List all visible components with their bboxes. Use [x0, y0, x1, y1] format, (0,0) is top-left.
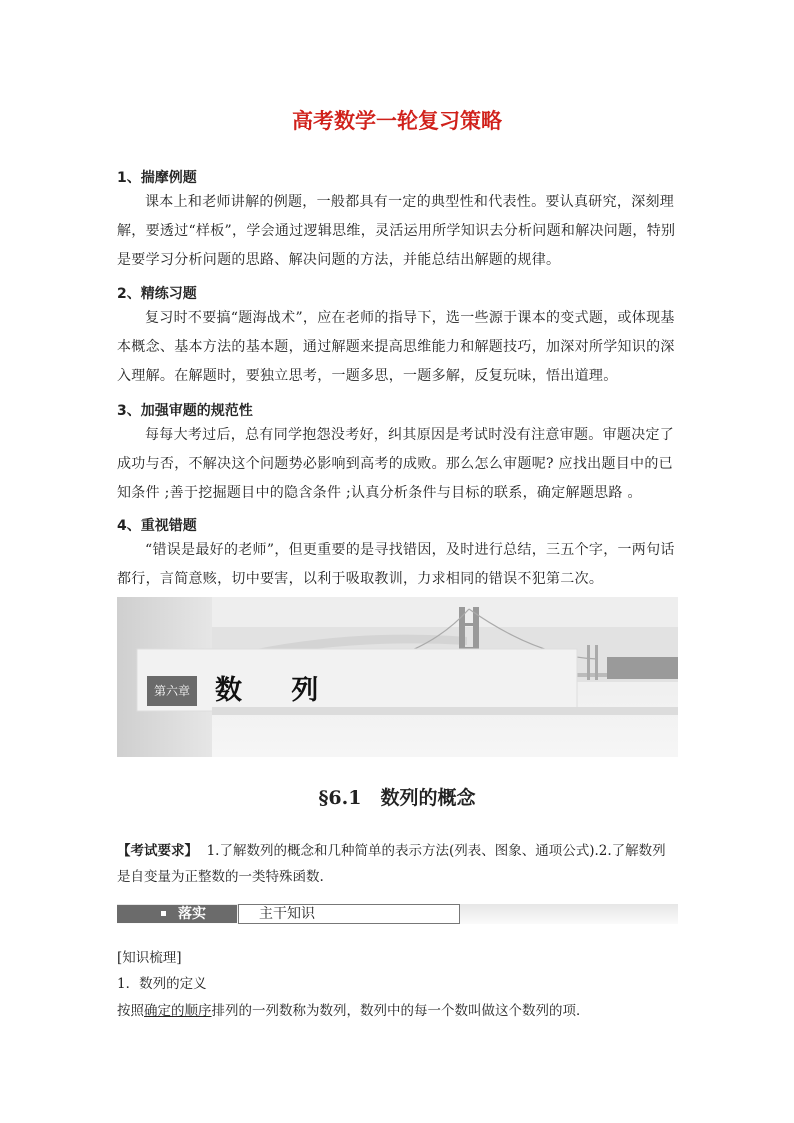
knowledge-tag: [知识梳理]	[117, 950, 182, 966]
page-title: 高考数学一轮复习策略	[292, 109, 502, 133]
chapter-banner	[117, 597, 678, 757]
section-text-1: 课本上和老师讲解的例题，一般都具有一定的典型性和代表性。要认真研究，深刻理解，要透过“样板”，学会通过逻辑思维，灵活运用所学知识去分析问题和解决问题，特别是要学习分析问题的思路、解决问题的方法，并能总结出解题的规律。	[117, 194, 676, 268]
exam-requirements-tag: 【考试要求】	[117, 843, 198, 859]
definition-text: 按照确定的顺序排列的一列数称为数列，数列中的每一个数叫做这个数列的项．	[117, 1003, 590, 1019]
section-text-4: “错误是最好的老师”，但更重要的是寻找错因，及时进行总结，三五个字，一两句话都行，言简意赅，切中要害，以利于吸取教训，力求相同的错误不犯第二次。	[117, 542, 675, 587]
exam-requirements-text: 1.了解数列的概念和几种简单的表示方法(列表、图象、通项公式).2.了解数列是自变量为正整数的一类特殊函数.	[117, 843, 666, 885]
section-heading-3: 3、加强审题的规范性	[117, 403, 253, 419]
section-title: §6.1 数列的概念	[318, 787, 476, 809]
section-heading-1: 1、揣摩例题	[117, 170, 197, 186]
knowledge-item-1: 1．数列的定义	[117, 976, 207, 992]
bar-light-label: 主干知识	[238, 904, 460, 924]
exam-requirements	[117, 838, 679, 890]
square-bullet-icon	[161, 911, 166, 916]
section-text-2: 复习时不要搞“题海战术”，应在老师的指导下，选一些源于课本的变式题，或体现基本概念、基本方法的基本题，通过解题来提高思维能力和解题技巧，加深对所学知识的深入理解。在解题时，要独立思考，一题多思，一题多解，反复玩味，悟出道理。	[117, 310, 675, 384]
section-heading-4: 4、重视错题	[117, 518, 197, 534]
chapter-tag: 第六章	[147, 676, 197, 706]
section-heading-2: 2、精练习题	[117, 286, 197, 302]
section-text-3: 每每大考过后，总有同学抱怨没考好，纠其原因是考试时没有注意审题。审题决定了成功与否，不解决这个问题势必影响到高考的成败。那么怎么审题呢? 应找出题目中的已知条件 ;善于挖掘题目中的隐含条件 ;认真分析条件与目标的联系，确定解题思路 。	[117, 427, 675, 501]
bar-dark-label: 落实	[117, 905, 237, 923]
bridge-illustration	[117, 597, 678, 757]
chapter-title: 数 列	[215, 675, 339, 706]
knowledge-bar	[117, 904, 678, 924]
